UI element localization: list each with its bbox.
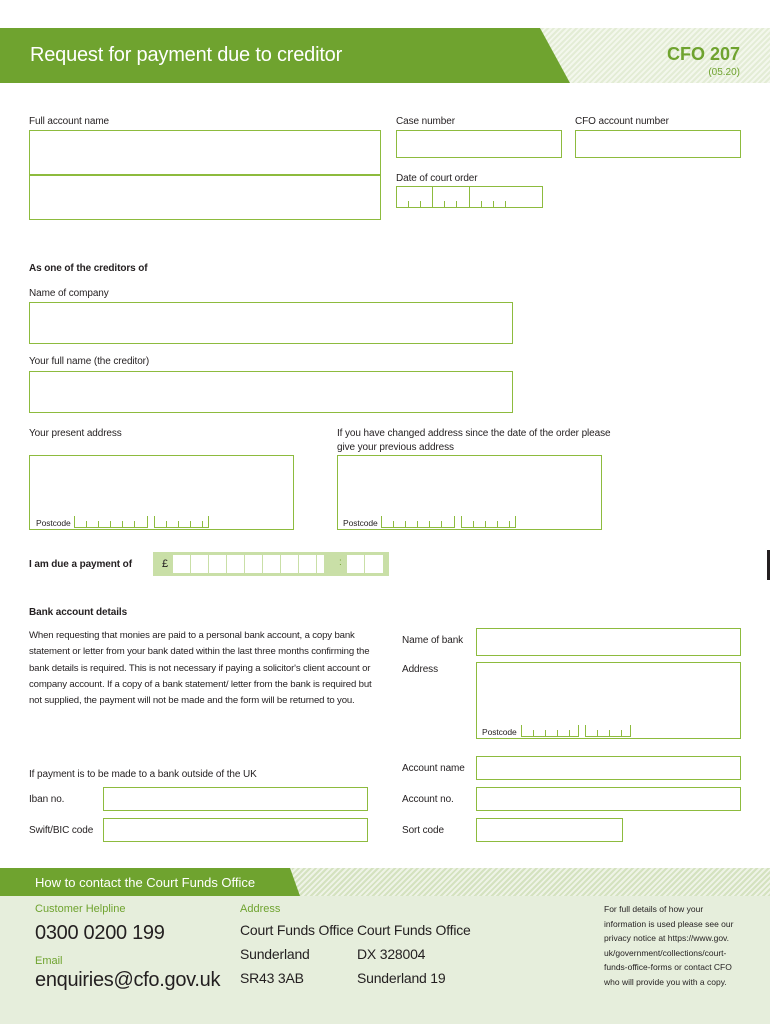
address-label: Address xyxy=(240,903,281,915)
email-address: enquiries@cfo.gov.uk xyxy=(35,969,221,991)
name-of-company-field[interactable] xyxy=(29,302,513,344)
bank-details-heading: Bank account details xyxy=(29,607,128,618)
sort-code-field[interactable] xyxy=(476,818,623,842)
helpline-label: Customer Helpline xyxy=(35,903,126,915)
footer-hatch xyxy=(292,868,770,896)
name-of-bank-label: Name of bank xyxy=(402,635,464,646)
address-col2-line3: Sunderland 19 xyxy=(357,970,446,986)
date-month-segment xyxy=(433,187,470,207)
form-title: Request for payment due to creditor xyxy=(30,44,343,66)
address-col2-line2: DX 328004 xyxy=(357,946,426,962)
present-address-label: Your present address xyxy=(29,428,122,439)
iban-label: Iban no. xyxy=(29,794,65,805)
date-of-court-order-label: Date of court order xyxy=(396,173,478,184)
name-of-bank-field[interactable] xyxy=(476,628,741,656)
case-number-label: Case number xyxy=(396,116,455,127)
payment-due-label: I am due a payment of xyxy=(29,559,132,570)
previous-address-label-2: give your previous address xyxy=(337,442,454,453)
address-col1-line3: SR43 3AB xyxy=(240,970,304,986)
currency-symbol: £ xyxy=(162,558,169,570)
account-name-field[interactable] xyxy=(476,756,741,780)
iban-field[interactable] xyxy=(103,787,368,811)
present-postcode-label: Postcode xyxy=(36,518,71,528)
helpline-number: 0300 0200 199 xyxy=(35,922,165,944)
date-year-segment xyxy=(470,187,518,207)
address-col1-line2: Sunderland xyxy=(240,946,310,962)
swift-label: Swift/BIC code xyxy=(29,825,94,836)
payment-separator: : xyxy=(339,557,342,568)
sort-code-label: Sort code xyxy=(402,825,444,836)
form-version: (05.20) xyxy=(708,67,740,78)
bank-details-paragraph: When requesting that monies are paid to a personal bank account, a copy bank statement or letter from your bank dated within the last three months confirming the bank details is required. This is not necessary if paying a solicitor's client account or company account. If a copy of a bank statement/ letter from the bank is required but not supplied, the payment will not be made and the form will be returned to you. xyxy=(29,630,372,707)
account-no-field[interactable] xyxy=(476,787,741,811)
bank-address-label: Address xyxy=(402,664,438,675)
account-name-label: Account name xyxy=(402,763,465,774)
account-no-label: Account no. xyxy=(402,794,454,805)
your-full-name-label: Your full name (the creditor) xyxy=(29,356,150,367)
full-account-name-label: Full account name xyxy=(29,116,110,127)
cfo-account-number-field[interactable] xyxy=(575,130,741,158)
bank-postcode-label: Postcode xyxy=(482,727,517,737)
previous-postcode-label: Postcode xyxy=(343,518,378,528)
previous-postcode-field[interactable] xyxy=(381,516,516,528)
cfo-account-number-label: CFO account number xyxy=(575,116,669,127)
privacy-note: For full details of how your information is used please see our privacy notice at https://www.gov. uk/government/collections/court-funds-office-forms or contact CFO who will provide you with a copy. xyxy=(604,904,734,987)
address-col1-line1: Court Funds Office xyxy=(240,922,354,938)
email-label: Email xyxy=(35,955,63,967)
swift-field[interactable] xyxy=(103,818,368,842)
form-code: CFO 207 xyxy=(666,44,740,64)
name-of-company-label: Name of company xyxy=(29,288,109,299)
bank-postcode-field[interactable] xyxy=(521,725,631,737)
previous-address-label-1: If you have changed address since the date of the order please xyxy=(337,428,611,439)
creditors-heading: As one of the creditors of xyxy=(29,263,148,274)
payment-pence-field[interactable] xyxy=(347,555,383,573)
payment-pounds-field[interactable] xyxy=(173,555,325,573)
footer-title: How to contact the Court Funds Office xyxy=(35,875,256,890)
full-account-name-field-2[interactable] xyxy=(29,175,381,220)
case-number-field[interactable] xyxy=(396,130,562,158)
outside-uk-label: If payment is to be made to a bank outside of the UK xyxy=(29,769,257,780)
your-full-name-field[interactable] xyxy=(29,371,513,413)
present-postcode-field[interactable] xyxy=(74,516,209,528)
date-of-court-order-field[interactable] xyxy=(396,186,543,208)
address-col2-line1: Court Funds Office xyxy=(357,922,471,938)
full-account-name-field-1[interactable] xyxy=(29,130,381,175)
date-day-segment xyxy=(397,187,433,207)
